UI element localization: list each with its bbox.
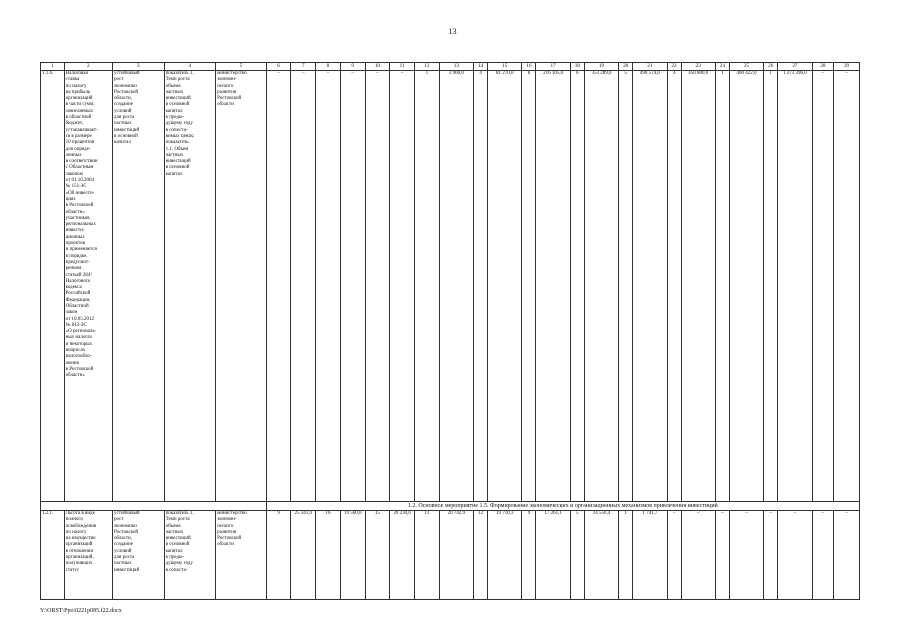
column-number: 28: [812, 63, 833, 71]
column-number: 9: [340, 63, 365, 71]
table-cell: 400 422,0: [729, 71, 763, 502]
table-cell: –: [365, 71, 390, 502]
table-cell: 6: [570, 71, 584, 502]
column-number: 22: [667, 63, 681, 71]
column-number: 21: [633, 63, 667, 71]
table-cell: 17 261,1: [536, 511, 570, 600]
table-cell: 19 710,3: [488, 511, 522, 600]
measure-name: Льгота в виде полного освобождения по налогу на имущество организаций в отношении организаций, получивших статус: [64, 511, 112, 600]
table-cell: 1: [715, 71, 729, 502]
column-number: 25: [729, 63, 763, 71]
table-cell: 20 230,6: [390, 511, 415, 600]
column-number: 8: [316, 63, 341, 71]
measure-curator: министерство экономи- ческого развития Ростовской области: [216, 71, 267, 502]
table-cell: 3 900,0: [439, 71, 473, 502]
table-cell: 12: [474, 511, 488, 600]
document-path: Y:\ORST\Ppo\0221p085.f22.docx: [40, 608, 122, 614]
column-number: 13: [439, 63, 473, 71]
column-number: 27: [778, 63, 812, 71]
table-row: [41, 511, 860, 600]
row-code: 1.1.6.: [41, 71, 65, 502]
table-cell: 19 560,0: [340, 511, 365, 600]
table-cell: 3: [667, 71, 681, 502]
table-cell: –: [316, 71, 341, 502]
table-cell: 353 289,0: [584, 71, 618, 502]
table-cell: 4: [474, 71, 488, 502]
measure-goal: устойчивый рост экономики Ростовской области, создание условий для роста частных инвестиций в основной капитал: [113, 71, 165, 502]
table-cell: 20 742,9: [439, 511, 473, 600]
table-cell: –: [764, 511, 778, 600]
table-cell: 13: [414, 511, 439, 600]
table-cell: 1: [619, 511, 633, 600]
column-number: 20: [619, 63, 633, 71]
table-cell: –: [834, 71, 860, 502]
column-number: 17: [536, 63, 570, 71]
measure-name: Налоговая ставка по налогу на прибыль организаций в части сумм, зачисляемых в областной бюджет, устанавливает- ся в размере 10 процентов для опреде- ленных в соответствии с Областным законом от 01.10.2004 № 151-ЗС «Об инвести- циях в Ростовской области» участников региональных инвести- ционных проектов и применяется в порядке, предусмот- ренном статьей 284³ Налогового кодекса Российской Федерации, Областной закон от 10.05.2012 № 843-ЗС «О региональ- ных налогах и некоторых вопросах налогообло- жения в Ростовской области»: [64, 71, 112, 502]
measure-indicator: показатель 1. Темп роста объема частных инвестиций в основной капитал к преды- дущему году в сопоста-: [164, 511, 216, 600]
table-cell: 14 556,4: [584, 511, 618, 600]
table-cell: 9: [266, 511, 291, 600]
table-cell: 25 341,0: [291, 511, 316, 600]
table-cell: 1 273 396,0: [778, 71, 812, 502]
column-number: 26: [764, 63, 778, 71]
table-cell: 490 574,0: [633, 71, 667, 502]
table-cell: –: [715, 511, 729, 600]
column-number-row: [41, 63, 860, 71]
table-cell: 216 105,0: [536, 71, 570, 502]
table-cell: –: [340, 71, 365, 502]
table-cell: 16: [316, 511, 341, 600]
table-row: [41, 71, 860, 502]
page-number: 13: [448, 27, 457, 36]
table-cell: 450 800,0: [681, 71, 715, 502]
column-number: 4: [164, 63, 216, 71]
expenditure-table: [40, 62, 860, 600]
column-number: 19: [584, 63, 618, 71]
column-number: 2: [64, 63, 112, 71]
column-number: 15: [488, 63, 522, 71]
column-number: 3: [113, 63, 165, 71]
column-number: 29: [834, 63, 860, 71]
measure-goal: устойчивый рост экономики Ростовской области, создание условий для роста частных инвестиций: [113, 511, 165, 600]
table-cell: –: [834, 511, 860, 600]
table-cell: –: [812, 71, 833, 502]
table-cell: –: [291, 71, 316, 502]
measure-curator: министерство экономи- ческого развития Ростовской области: [216, 511, 267, 600]
table-cell: –: [778, 511, 812, 600]
table-cell: –: [729, 511, 763, 600]
table-cell: 1: [764, 71, 778, 502]
column-number: 12: [414, 63, 439, 71]
column-number: 1: [41, 63, 65, 71]
table-cell: 1 741,7: [633, 511, 667, 600]
table-cell: 1: [414, 71, 439, 502]
section-row: [41, 502, 860, 511]
table-cell: 8: [522, 71, 536, 502]
column-number: 18: [570, 63, 584, 71]
table-cell: 9: [522, 511, 536, 600]
column-number: 7: [291, 63, 316, 71]
table-cell: –: [667, 511, 681, 600]
table-cell: –: [812, 511, 833, 600]
section-title: 1.2. Основное мероприятие 1.5. Формирование экономических и организационных механизмов привлечения инвестиций: [266, 502, 859, 511]
table-cell: –: [681, 511, 715, 600]
table-cell: 5: [619, 71, 633, 502]
column-number: 14: [474, 63, 488, 71]
table-cell: 15: [365, 511, 390, 600]
column-number: 16: [522, 63, 536, 71]
column-number: 11: [390, 63, 415, 71]
column-number: 10: [365, 63, 390, 71]
column-number: 23: [681, 63, 715, 71]
column-number: 6: [266, 63, 291, 71]
section-blank: [41, 502, 267, 511]
table-cell: 5: [570, 511, 584, 600]
table-cell: 81 270,0: [488, 71, 522, 502]
table-cell: –: [266, 71, 291, 502]
column-number: 24: [715, 63, 729, 71]
table-cell: –: [390, 71, 415, 502]
row-code: 1.2.1.: [41, 511, 65, 600]
measure-indicator: показатель 1. Темп роста объема частных инвестиций в основной капитал к преды- дущему году в сопоста- вимых ценах; показатель 1.1. Объем частных инвестиций в основной капитал: [164, 71, 216, 502]
column-number: 5: [216, 63, 267, 71]
